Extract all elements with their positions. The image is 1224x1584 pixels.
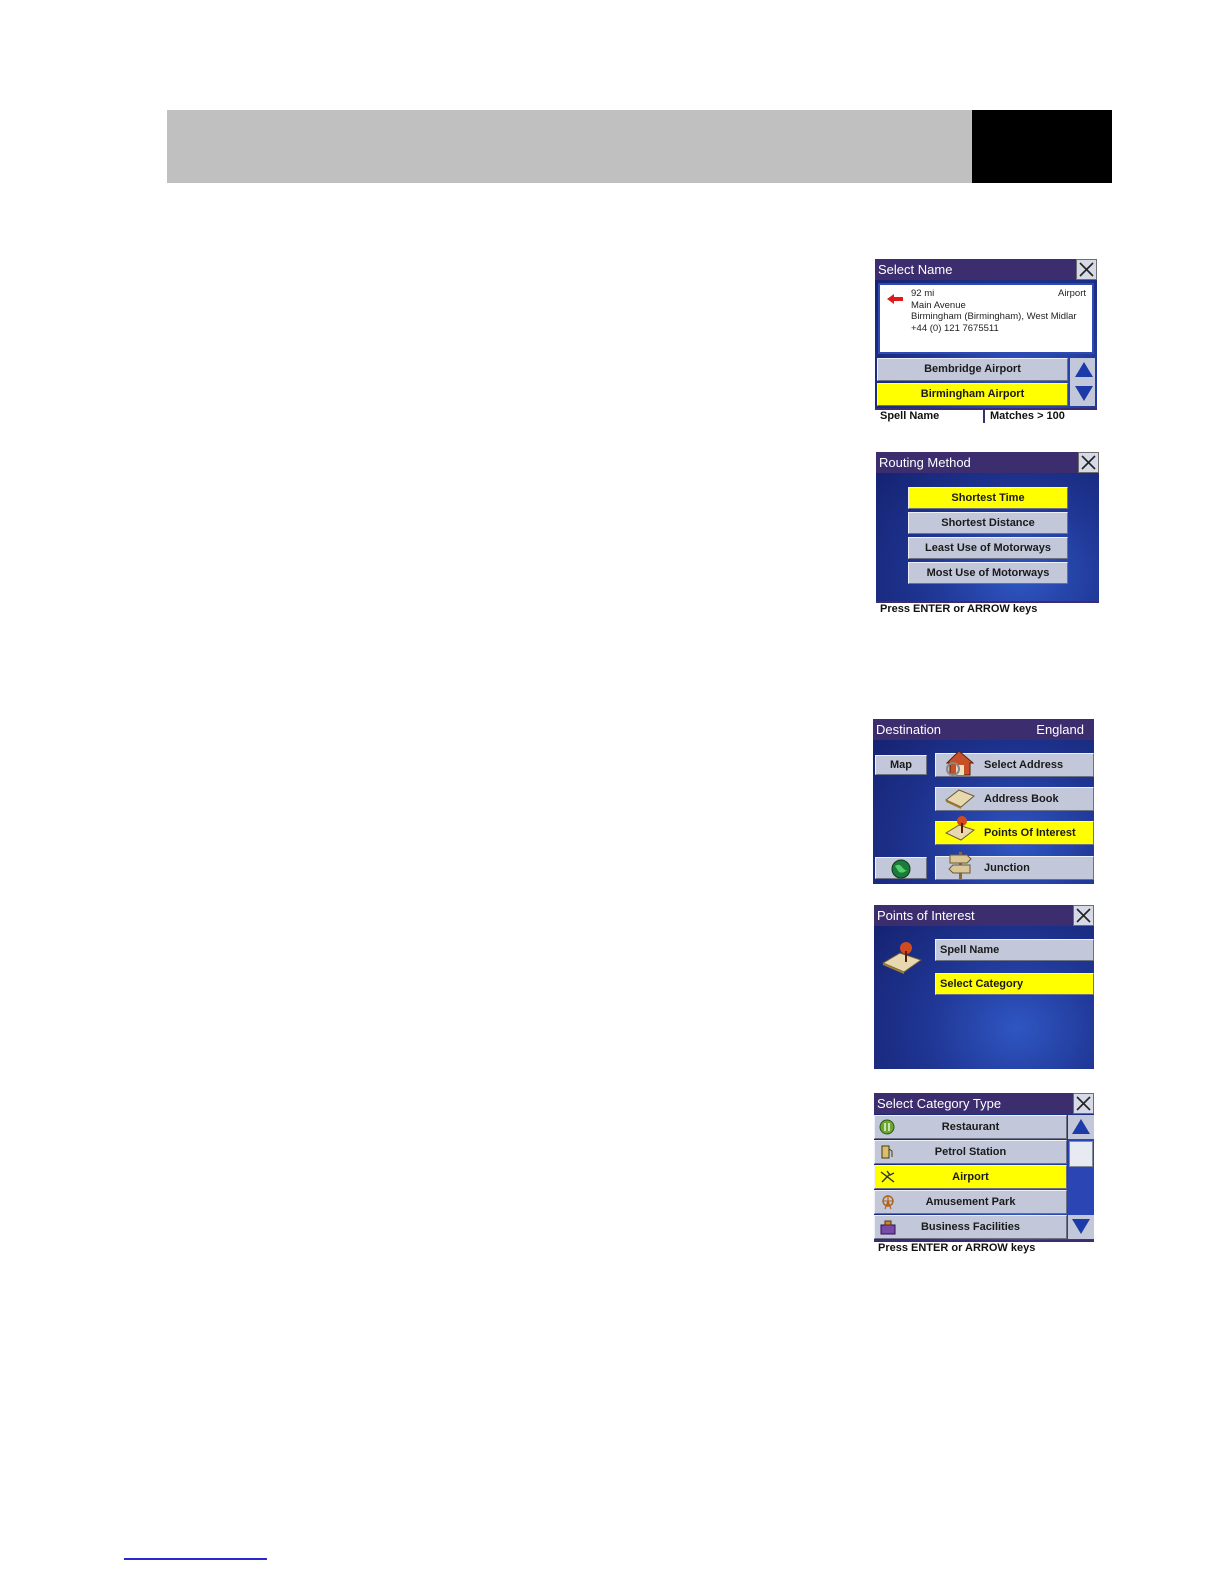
select-category-button[interactable]: Select Category [935, 973, 1094, 995]
scroll-down-arrow-icon[interactable] [1072, 1219, 1090, 1234]
chapter-tab [972, 110, 1112, 183]
poi-title: Points of Interest [877, 908, 975, 923]
select-name-screen [875, 259, 1097, 424]
category-item-amusement-park[interactable] [874, 1190, 1067, 1214]
ferris-wheel-icon [880, 1194, 896, 1210]
footer-link-underline[interactable] [124, 1558, 267, 1560]
category-item-business-facilities[interactable] [874, 1215, 1067, 1239]
category-label: Amusement Park [925, 1196, 1016, 1208]
book-icon [943, 782, 977, 810]
category-title: Select Category Type [877, 1096, 1002, 1111]
destination-title-bar [873, 719, 1094, 740]
list-item-selected[interactable]: Birmingham Airport [877, 383, 1068, 406]
poi-type: Airport [1058, 288, 1086, 299]
routing-option-most-motorways[interactable]: Most Use of Motorways [908, 562, 1068, 584]
routing-method-title-bar [876, 452, 1099, 473]
points-of-interest-label: Points Of Interest [984, 827, 1076, 839]
routing-option-least-motorways[interactable]: Least Use of Motorways [908, 537, 1068, 559]
category-status-bar: Press ENTER or ARROW keys [874, 1240, 1094, 1256]
close-icon [1079, 453, 1098, 472]
category-label: Airport [952, 1171, 989, 1183]
signpost-icon [947, 850, 973, 880]
select-address-label: Select Address [984, 759, 1064, 771]
destination-region: England [1036, 722, 1084, 737]
direction-arrow-icon [886, 293, 904, 305]
close-icon [1077, 260, 1096, 279]
spell-name-button[interactable]: Spell Name [935, 939, 1094, 961]
category-label: Petrol Station [934, 1146, 1007, 1158]
close-button[interactable] [1073, 1093, 1094, 1114]
globe-icon [890, 858, 912, 880]
scroll-up-arrow-icon[interactable] [1075, 362, 1093, 377]
close-icon [1074, 1094, 1093, 1113]
poi-book-icon [880, 939, 924, 975]
house-icon [943, 747, 977, 777]
airplane-icon [879, 1169, 896, 1185]
address-book-label: Address Book [984, 793, 1059, 805]
points-of-interest-screen [874, 905, 1094, 1069]
poi-phone: +44 (0) 121 7675511 [911, 322, 999, 334]
category-item-petrol-station[interactable] [874, 1140, 1067, 1164]
restaurant-icon [879, 1119, 895, 1135]
category-type-screen [874, 1093, 1094, 1256]
category-item-airport[interactable] [874, 1165, 1067, 1189]
spell-name-status[interactable]: Spell Name [877, 410, 985, 423]
scroll-thumb[interactable] [1069, 1141, 1093, 1167]
routing-option-shortest-distance[interactable]: Shortest Distance [908, 512, 1068, 534]
scroll-down-arrow-icon[interactable] [1075, 386, 1093, 401]
poi-city: Birmingham (Birmingham), West Midlar [911, 311, 1077, 322]
poi-icon [943, 813, 977, 843]
junction-label: Junction [984, 862, 1030, 874]
routing-method-screen [876, 452, 1099, 617]
close-button[interactable] [1073, 905, 1094, 926]
close-button[interactable] [1078, 452, 1099, 473]
poi-street: Main Avenue [911, 299, 966, 311]
poi-title-bar [874, 905, 1094, 926]
matches-count: Matches > 100 [990, 410, 1065, 422]
category-item-restaurant[interactable] [874, 1115, 1067, 1139]
category-label: Restaurant [941, 1121, 1000, 1133]
close-icon [1074, 906, 1093, 925]
routing-method-title: Routing Method [879, 455, 971, 470]
category-title-bar [874, 1093, 1094, 1114]
select-name-title: Select Name [878, 262, 953, 277]
close-button[interactable] [1076, 259, 1097, 280]
destination-screen [873, 719, 1094, 884]
briefcase-icon [879, 1219, 897, 1235]
select-name-status-bar [875, 408, 1097, 424]
routing-option-shortest-time[interactable]: Shortest Time [908, 487, 1068, 509]
list-item[interactable]: Bembridge Airport [877, 358, 1068, 381]
fuel-icon [880, 1144, 894, 1160]
scroll-up-arrow-icon[interactable] [1072, 1119, 1090, 1134]
poi-info-box [878, 283, 1094, 354]
destination-title: Destination [876, 722, 942, 737]
chapter-header-band [167, 110, 973, 183]
poi-distance: 92 mi [911, 288, 935, 299]
map-button[interactable]: Map [875, 755, 927, 775]
routing-status-bar: Press ENTER or ARROW keys [876, 601, 1099, 617]
category-label: Business Facilities [920, 1221, 1021, 1233]
globe-button[interactable] [875, 857, 927, 879]
select-name-title-bar [875, 259, 1097, 280]
